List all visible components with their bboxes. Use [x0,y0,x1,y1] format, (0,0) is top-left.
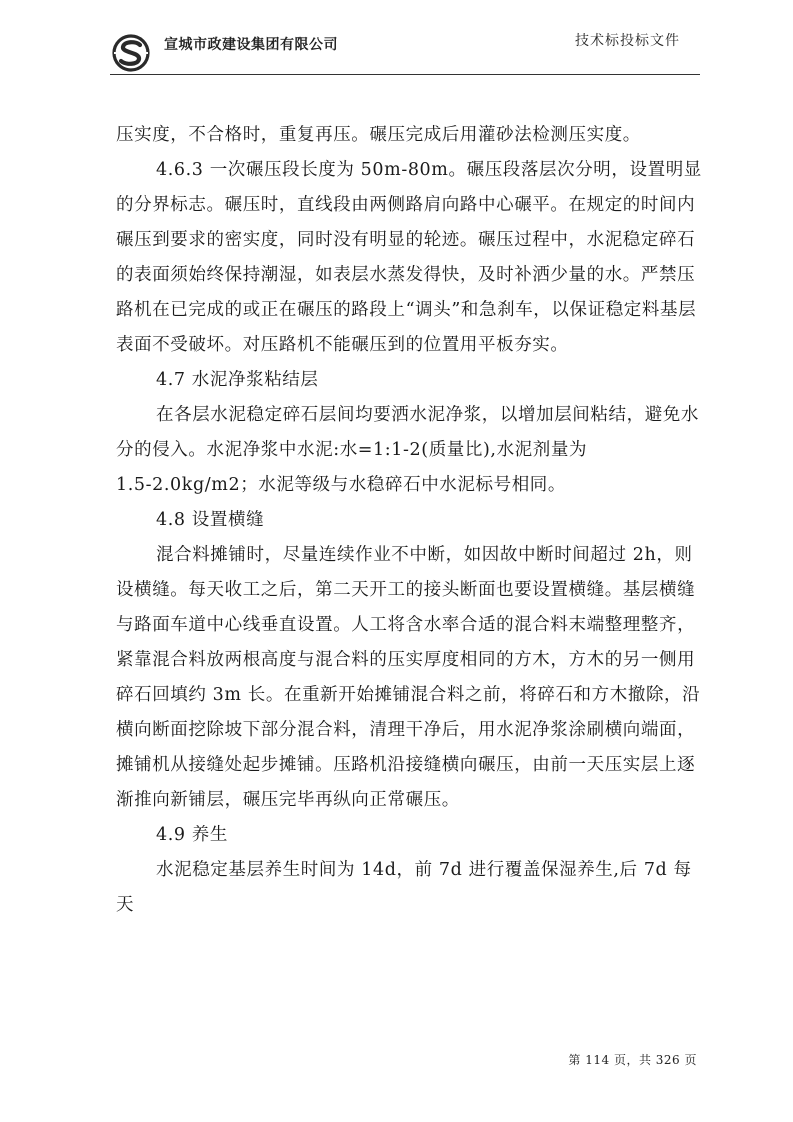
section-heading: 4.8 设置横缝 [156,510,265,530]
section-heading: 4.9 养生 [156,825,228,845]
section-heading: 4.7 水泥净浆粘结层 [156,370,319,390]
paragraph: 水泥稳定基层养生时间为 14d，前 7d 进行覆盖保湿养生,后 7d 每天 [116,860,692,915]
body-text [116,118,706,923]
paragraph: 1.5-2.0kg/m2；水泥等级与水稳碎石中水泥标号相同。 [116,475,567,495]
document-type: 技术标投标文件 [575,33,680,49]
page-number: 第 114 页，共 326 页 [568,1053,697,1067]
company-name: 宣城市政建设集团有限公司 [164,37,338,53]
paragraph: 压实度，不合格时，重复再压。碾压完成后用灌砂法检测压实度。 [116,125,641,145]
page-header [110,22,710,74]
header-divider [110,74,700,75]
company-logo-icon [110,32,152,74]
paragraph: 在各层水泥稳定碎石层间均要洒水泥净浆，以增加层间粘结，避免水分的侵入。水泥净浆中水泥:水=1:1-2(质量比),水泥剂量为 [116,405,699,460]
paragraph: 混合料摊铺时，尽量连续作业不中断，如因故中断时间超过 2h，则设横缝。每天收工之后，第二天开工的接头断面也要设置横缝。基层横缝与路面车道中心线垂直设置。人工将含水率合适的混合料末端整理整齐，紧靠混合料放两根高度与混合料的压实厚度相同的方木，方木的另一侧用碎石回填约 3m 长。在重新开始摊铺混合料之前，将碎石和方木撤除，沿横向断面挖除坡下部分混合料，清理干净后，用水泥净浆涂刷横向端面，摊铺机从接缝处起步摊铺。压路机沿接缝横向碾压，由前一天压实层上逐渐推向新铺层，碾压完毕再纵向正常碾压。 [116,545,701,810]
paragraph: 4.6.3 一次碾压段长度为 50m-80m。碾压段落层次分明，设置明显的分界标志。碾压时，直线段由两侧路肩向路中心碾平。在规定的时间内碾压到要求的密实度，同时没有明显的轮迹。碾压过程中，水泥稳定碎石的表面须始终保持潮湿，如表层水蒸发得快，及时补洒少量的水。严禁压路机在已完成的或正在碾压的路段上“调头”和急刹车，以保证稳定料基层表面不受破坏。对压路机不能碾压到的位置用平板夯实。 [116,160,702,355]
